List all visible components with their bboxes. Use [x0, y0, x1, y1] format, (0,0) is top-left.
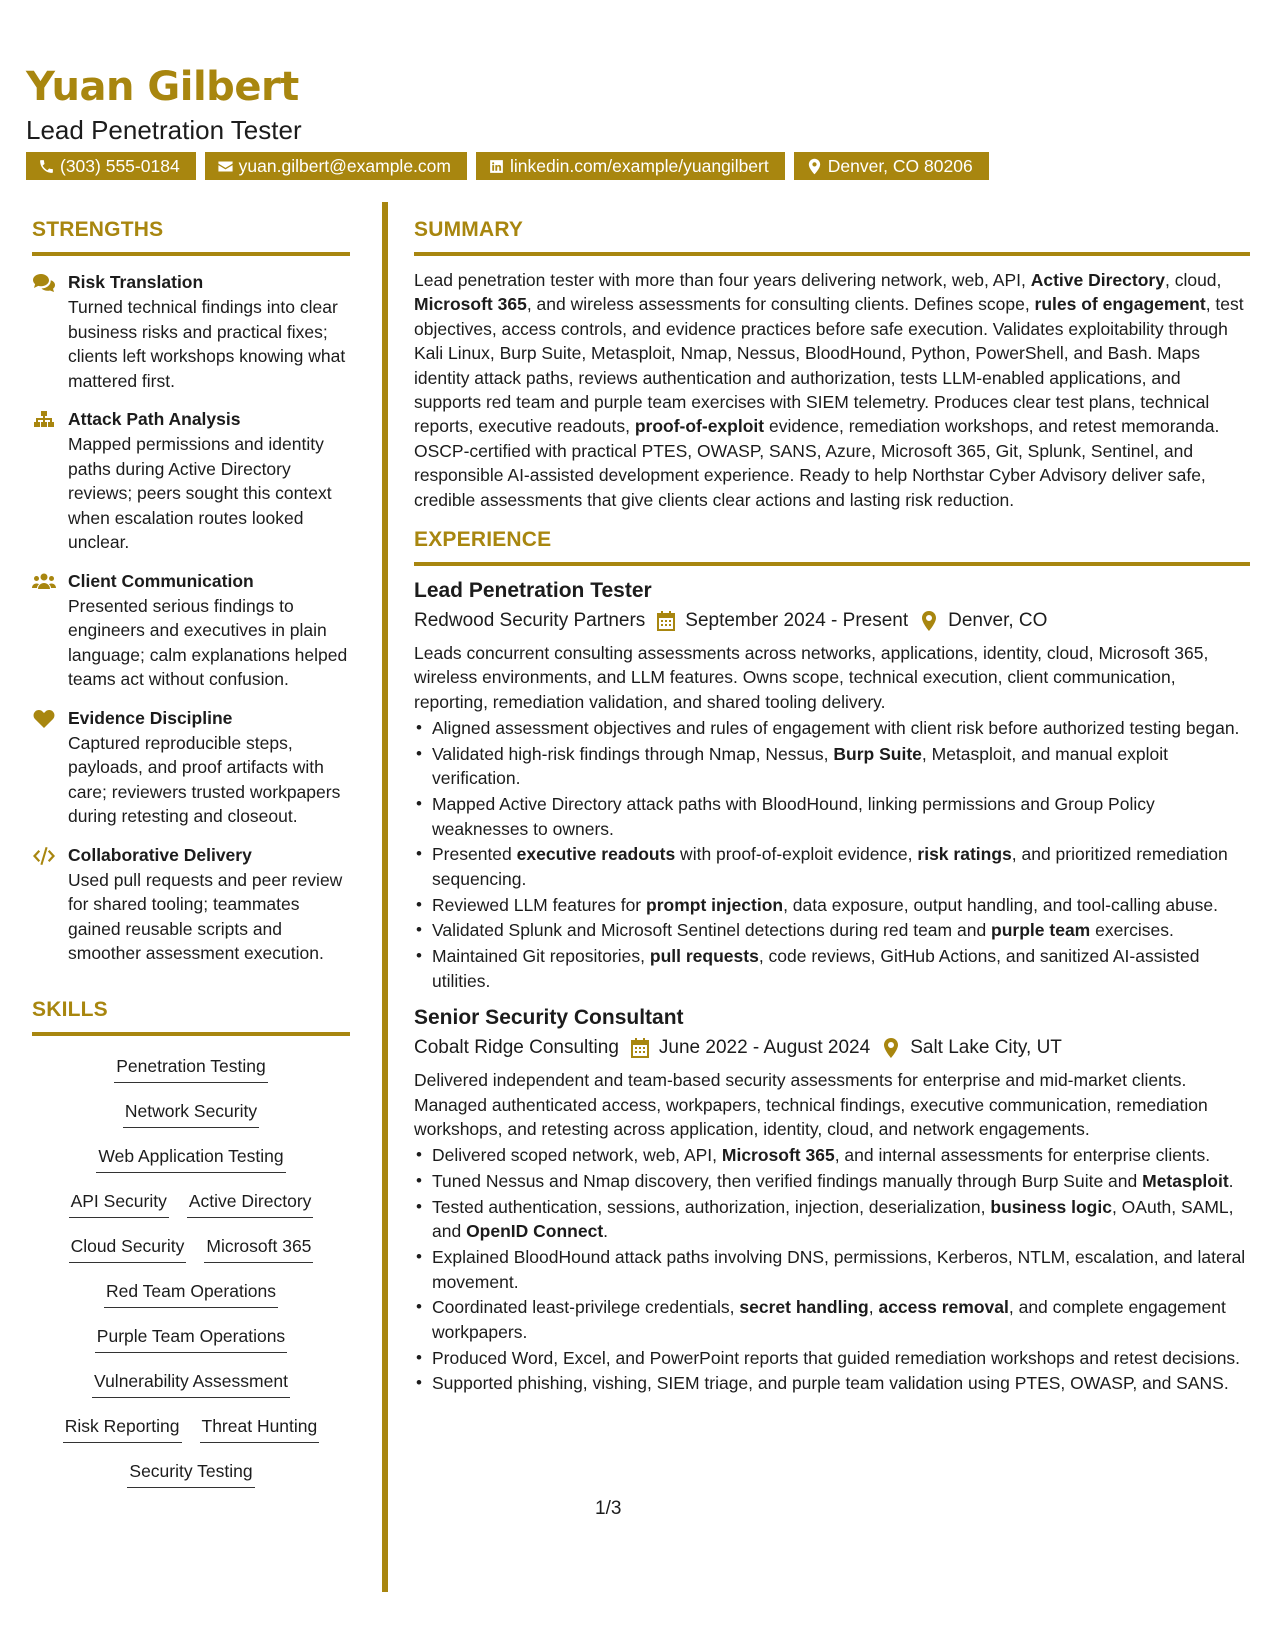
text: , code reviews, GitHub Actions, and sanitized AI-assisted utilities. [432, 946, 1200, 991]
job-dates: June 2022 - August 2024 [658, 1037, 871, 1059]
strength-text: Presented serious findings to engineers and executives in plain language; calm explanations helped teams act without confusion. [68, 595, 348, 689]
strength-item [32, 706, 350, 829]
bullet-item [414, 1195, 1250, 1244]
text: Tuned Nessus and Nmap discovery, then verified findings manually through Burp Suite and [432, 1171, 1143, 1192]
text: , cloud, [1164, 270, 1222, 290]
map-marker-icon [920, 611, 938, 631]
bold-text: risk ratings [917, 844, 1012, 865]
bullet-item [414, 842, 1250, 891]
left-column [32, 216, 350, 1496]
text: , and prioritized remediation sequencing. [432, 844, 1228, 889]
skill-row [32, 1316, 350, 1361]
skill-row [32, 1181, 350, 1226]
strength-item [32, 270, 350, 393]
job-description: Leads concurrent consulting assessments across networks, applications, identity, cloud, Microsoft 365, wireless environments, and LLM features. Owns scope, technical execution, client communication, reporting, remediation validation, and shared tooling delivery. [414, 643, 1209, 712]
bullet-item [414, 1346, 1250, 1370]
bullet-item [414, 1295, 1250, 1344]
skill-row [32, 1451, 350, 1496]
phone-icon [38, 158, 55, 175]
skill-row [32, 1136, 350, 1181]
contact-location [794, 152, 989, 180]
skill-tag: Microsoft 365 [204, 1234, 313, 1263]
job-company: Redwood Security Partners [414, 610, 646, 632]
text: Maintained Git repositories, [432, 946, 650, 967]
bold-text: executive readouts [516, 844, 676, 865]
bullet-item [414, 1371, 1250, 1395]
job-meta [414, 1034, 1250, 1062]
resume-header [26, 62, 302, 146]
comments-icon [32, 273, 56, 293]
right-column [414, 216, 1250, 1397]
bold-text: rules of engagement [1034, 294, 1206, 315]
bold-text: Microsoft 365 [414, 294, 527, 315]
text: Reviewed LLM features for [432, 894, 646, 915]
contact-phone[interactable] [26, 152, 196, 180]
contact-bar [26, 152, 989, 180]
text: , Metasploit, and manual exploit verification. [432, 744, 1169, 789]
text: Explained BloodHound attack paths involving DNS, permissions, Kerberos, NTLM, escalation, and lateral movement. [432, 1247, 1246, 1292]
job-bullets [414, 716, 1250, 993]
skill-row [32, 1406, 350, 1451]
bold-text: access removal [878, 1297, 1009, 1318]
skill-row [32, 1046, 350, 1091]
calendar-icon [631, 1038, 649, 1058]
skill-tag: Purple Team Operations [95, 1324, 287, 1353]
skill-row [32, 1091, 350, 1136]
strength-title: Evidence Discipline [68, 707, 233, 728]
job-entry [414, 576, 1250, 993]
skill-row [32, 1361, 350, 1406]
text: Presented [432, 844, 517, 865]
calendar-icon [657, 611, 675, 631]
bold-text: business logic [990, 1196, 1112, 1217]
strength-item [32, 843, 350, 966]
contact-email[interactable] [205, 152, 467, 180]
candidate-title: Lead Penetration Tester [26, 115, 302, 145]
text: Validated Splunk and Microsoft Sentinel detections during red team and [432, 920, 992, 941]
job-description: Delivered independent and team-based security assessments for enterprise and mid-market clients. Managed authenticated access, workpapers, technical findings, executive communication, remediation workshops, and retesting across application, identity, cloud, and network engagements. [414, 1070, 1208, 1139]
skill-tag: Vulnerability Assessment [92, 1369, 290, 1398]
job-bullets [414, 1143, 1250, 1395]
code-icon [32, 846, 56, 866]
text: Tested authentication, sessions, authorization, injection, deserialization, [432, 1196, 991, 1217]
text: , and complete engagement workpapers. [432, 1297, 1226, 1342]
phone-text: (303) 555-0184 [60, 156, 180, 176]
summary-text [414, 268, 1250, 512]
bold-text: secret handling [739, 1297, 869, 1318]
map-marker-icon [806, 158, 823, 175]
strength-title: Collaborative Delivery [68, 844, 252, 865]
text: . [603, 1221, 609, 1242]
bold-text: Burp Suite [833, 744, 922, 765]
text: with proof-of-exploit evidence, [675, 844, 918, 865]
strength-text: Captured reproducible steps, payloads, and proof artifacts with care; reviewers trusted workpapers during retesting and closeout. [68, 732, 341, 826]
candidate-name: Yuan Gilbert [26, 64, 299, 110]
linkedin-text: linkedin.com/example/yuangilbert [509, 156, 769, 176]
strength-text: Turned technical findings into clear business risks and practical fixes; clients left workshops knowing what mattered first. [68, 297, 346, 391]
skill-tag: Web Application Testing [96, 1144, 285, 1173]
skill-tag: Red Team Operations [104, 1279, 278, 1308]
bold-text: Microsoft 365 [721, 1145, 835, 1166]
strength-item [32, 407, 350, 555]
job-location: Salt Lake City, UT [910, 1037, 1062, 1059]
bold-text: Active Directory [1030, 270, 1165, 290]
strength-title: Attack Path Analysis [68, 409, 241, 429]
page-number: 1/3 [595, 1498, 622, 1519]
bold-text: OpenID Connect [466, 1221, 604, 1242]
text: Aligned assessment objectives and rules of engagement with client risk before authorized testing began. [432, 718, 1240, 739]
bullet-item [414, 918, 1250, 942]
bold-text: Metasploit [1142, 1171, 1229, 1192]
summary-rule [414, 252, 1250, 256]
skill-tag: API Security [69, 1189, 169, 1218]
job-title: Lead Penetration Tester [414, 579, 652, 603]
skills-rule [32, 1032, 350, 1036]
text: Produced Word, Excel, and PowerPoint reports that guided remediation workshops and retest decisions. [432, 1347, 1241, 1368]
skill-tag: Active Directory [187, 1189, 314, 1218]
strength-title: Client Communication [68, 570, 254, 591]
skills-heading: SKILLS [32, 997, 108, 1021]
text: Validated high-risk findings through Nmap, Nessus, [432, 744, 834, 765]
skills-list [32, 1046, 350, 1496]
experience-rule [414, 562, 1250, 566]
sitemap-icon [32, 410, 56, 430]
skill-tag: Risk Reporting [63, 1414, 182, 1443]
strengths-rule [32, 252, 350, 256]
heart-icon [32, 709, 56, 729]
experience-heading: EXPERIENCE [414, 528, 552, 552]
job-entry [414, 1003, 1250, 1396]
job-dates: September 2024 - Present [685, 610, 909, 632]
skill-tag: Cloud Security [69, 1234, 187, 1263]
linkedin-icon [488, 158, 505, 175]
summary-heading: SUMMARY [414, 218, 524, 241]
email-text: yuan.gilbert@example.com [238, 156, 451, 176]
strength-title: Risk Translation [68, 272, 204, 292]
map-marker-icon [882, 1038, 900, 1058]
bullet-item [414, 1169, 1250, 1193]
text: , OAuth, SAML, and [432, 1196, 1234, 1242]
skill-tag: Security Testing [127, 1459, 254, 1488]
skill-row [32, 1226, 350, 1271]
bold-text: purple team [991, 920, 1091, 941]
bullet-item [414, 944, 1250, 993]
skill-tag: Penetration Testing [114, 1054, 268, 1083]
text: , [868, 1297, 879, 1318]
text: Mapped Active Directory attack paths with BloodHound, linking permissions and Group Policy weaknesses to owners. [432, 794, 1155, 839]
bullet-item [414, 742, 1250, 791]
strength-text: Mapped permissions and identity paths during Active Directory reviews; peers sought this context when escalation routes looked unclear. [68, 434, 332, 552]
strength-text: Used pull requests and peer review for shared tooling; teammates gained reusable scripts and smoother assessment execution. [68, 869, 343, 963]
bullet-item [414, 716, 1250, 740]
bullet-item [414, 1245, 1250, 1294]
skill-row [32, 1271, 350, 1316]
text: Lead penetration tester with more than four years delivering network, web, API, [414, 270, 1031, 290]
bullet-item [414, 893, 1250, 917]
location-text: Denver, CO 80206 [827, 156, 973, 176]
job-meta [414, 607, 1250, 635]
contact-linkedin[interactable] [476, 152, 785, 180]
strength-item [32, 569, 350, 692]
bold-text: pull requests [649, 946, 759, 967]
text: , test objectives, access controls, and evidence practices before safe execution. Validates exploitability through Kali Linux, Burp Suite, Metasploit, Nmap, Nessus, BloodHound, Python, PowerShell, and Bash. Maps identity attack paths, reviews authentication and authorization, tests LLM-enabled applications, and supports red team and purple team exercises with SIEM telemetry. Produces clear test plans, technical reports, executive readouts, [414, 294, 1244, 437]
envelope-icon [217, 158, 234, 175]
text: , and wireless assessments for consulting clients. Defines scope, [526, 294, 1035, 315]
job-location: Denver, CO [948, 610, 1048, 632]
text: Delivered scoped network, web, API, [432, 1145, 722, 1166]
bullet-item [414, 1143, 1250, 1167]
users-icon [32, 572, 56, 592]
text: . [1228, 1171, 1234, 1192]
text: , and internal assessments for enterprise clients. [834, 1145, 1211, 1166]
bullet-item [414, 792, 1250, 841]
job-company: Cobalt Ridge Consulting [414, 1037, 619, 1059]
text: Coordinated least-privilege credentials, [432, 1297, 740, 1318]
text: evidence, remediation workshops, and retest memoranda. OSCP-certified with practical PTES, OWASP, SANS, Azure, Microsoft 365, Git, Splunk, Sentinel, and responsible AI-assisted development experience. Ready to help Northstar Cyber Advisory deliver safe, credible assessments that give clients clear actions and lasting risk reduction. [414, 416, 1220, 510]
text: exercises. [1090, 920, 1174, 941]
job-title: Senior Security Consultant [414, 1006, 684, 1030]
text: , data exposure, output handling, and tool-calling abuse. [783, 894, 1218, 915]
bold-text: prompt injection [646, 894, 784, 915]
column-divider [382, 202, 388, 1592]
skill-tag: Threat Hunting [200, 1414, 320, 1443]
skill-tag: Network Security [123, 1099, 259, 1128]
strengths-heading: STRENGTHS [32, 218, 164, 241]
text: Supported phishing, vishing, SIEM triage, and purple team validation using PTES, OWASP, and SANS. [432, 1373, 1229, 1394]
bold-text: proof-of-exploit [634, 416, 765, 437]
